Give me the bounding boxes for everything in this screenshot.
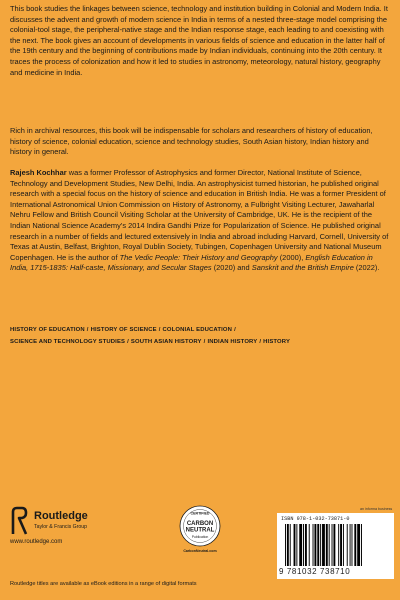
- barcode-bar: [317, 524, 319, 566]
- barcode-bar: [296, 524, 297, 566]
- barcode-bar: [354, 524, 356, 566]
- barcode-bar: [294, 524, 296, 566]
- book-title-3: Sanskrit and the British Empire: [251, 263, 354, 273]
- barcode-bar: [320, 524, 321, 566]
- author-bio-text: (2020) and: [211, 263, 252, 273]
- badge-main-text-2: NEUTRAL: [185, 527, 215, 534]
- subject-tag: INDIAN HISTORY: [207, 339, 258, 345]
- barcode-icon: [283, 524, 391, 566]
- subject-tag: HISTORY OF EDUCATION: [10, 327, 85, 333]
- book-title-1: The Vedic People: Their History and Geography: [119, 252, 278, 262]
- author-bio-text: was a former Professor of Astrophysics and former Director, National Institute of Science, Technology and Development Studies, New Delhi, India. An astrophysicist turned historian, he published original research with a special focus on the history of science and education in British India. He was a former President of International Astronomical Union Commission on History of Astronomy, a Fulbright Visiting Lecturer, Jawaharlal Nehru Fellow and British Council Visiting Scholar at the University of Cambridge, UK. He is the recipient of the Indian National Science Academy’s 2014 Indira Gandhi Prize for Popularization of Science. He published original research in a number of fields and lectured extensively in India and abroad including Harvard, Cornell, University of Texas at Austin, Belfast, Brighton, Royal Dublin Society, Tubingen, Copenhagen University and National Museum Copenhagen. He is the author of: [10, 168, 389, 262]
- barcode-bar: [287, 524, 289, 566]
- publisher-url: www.routledge.com: [10, 539, 63, 545]
- subject-separator: /: [203, 339, 206, 345]
- author-bio-text: (2022).: [353, 263, 380, 273]
- badge-main-text-1: CARBON: [186, 521, 214, 527]
- barcode-bar: [299, 524, 302, 566]
- barcode-bar: [357, 524, 360, 566]
- author-bio: [10, 168, 390, 274]
- barcode-bar: [340, 524, 342, 566]
- author-name: Rajesh Kochhar: [10, 168, 67, 177]
- barcode-bar: [285, 524, 286, 566]
- ebook-note: Routledge titles are available as eBook editions in a range of digital formats: [10, 581, 197, 587]
- publisher-name: Routledge: [34, 510, 88, 522]
- author-bio-text: (2000),: [277, 252, 306, 262]
- isbn-digits: 9 781032 738710: [279, 567, 351, 576]
- barcode-bar: [326, 524, 328, 566]
- subject-tag: SOUTH ASIAN HISTORY: [130, 339, 202, 345]
- barcode-bar: [309, 524, 310, 566]
- barcode-bar: [322, 524, 325, 566]
- isbn-text: ISBN 978-1-032-73871-0: [281, 516, 350, 522]
- subject-tag: SCIENCE AND TECHNOLOGY STUDIES: [10, 339, 126, 345]
- barcode-bar: [347, 524, 348, 566]
- barcode-bar: [329, 524, 330, 566]
- subject-separator: /: [127, 339, 129, 345]
- carbon-neutral-badge-icon: [178, 504, 222, 548]
- barcode-bar: [338, 524, 339, 566]
- subject-tag: HISTORY OF SCIENCE: [90, 327, 157, 333]
- barcode-bar: [343, 524, 344, 566]
- informa-label: an informa business: [360, 507, 393, 511]
- subject-separator: /: [158, 327, 161, 333]
- barcode-bar: [305, 524, 307, 566]
- badge-url: CarbonNeutral.com: [183, 549, 217, 553]
- subject-tag: COLONIAL EDUCATION: [162, 327, 233, 333]
- subject-separator: /: [259, 339, 262, 345]
- barcode-bar: [332, 524, 333, 566]
- routledge-logo-icon: [10, 506, 28, 536]
- subject-separator: /: [86, 327, 89, 333]
- barcode-bar: [290, 524, 291, 566]
- badge-bottom-text: Publication: [191, 535, 209, 539]
- subject-categories: [10, 324, 395, 348]
- publisher-group: Taylor & Francis Group: [34, 524, 88, 530]
- subject-tag: HISTORY: [263, 339, 291, 345]
- description-paragraph-2: Rich in archival resources, this book will be indispensable for scholars and researchers of history of education, history of science, colonial education, science and technology studies, South Asian history, Indian history and history in general.: [10, 126, 373, 157]
- description-paragraph-1: This book studies the linkages between science, technology and institution building in Colonial and Modern India. It discusses the advent and growth of modern science in India in terms of a nested three-stage model comprising the colonial-tool stage, the peripheral-native stage and the Indian response stage, each leading to and coexisting with the next. The book gives an account of developments in various fields of science and education in the latter half of the 19th century and the beginning of contributions made by Indian individuals, continuing into the 20th century. It traces the process of colonization and how it led to studies in astronomy, meteorology, natural history, geography and medicine in India.: [10, 4, 388, 77]
- barcode-bar: [333, 524, 335, 566]
- barcode-bar: [361, 524, 362, 566]
- subject-line-1: [10, 324, 395, 336]
- subject-line-2: [10, 336, 395, 348]
- subject-separator: /: [234, 327, 236, 333]
- book-title-2: English Education in India, 1715-1835: Half-caste, Missionary, and Secular Stages: [10, 252, 373, 273]
- badge-top-text: CERTIFIED: [190, 511, 210, 516]
- barcode-bar: [350, 524, 351, 566]
- barcode-bar: [352, 524, 353, 566]
- barcode-bar: [303, 524, 304, 566]
- barcode-bar: [314, 524, 316, 566]
- barcode-bar: [313, 524, 314, 566]
